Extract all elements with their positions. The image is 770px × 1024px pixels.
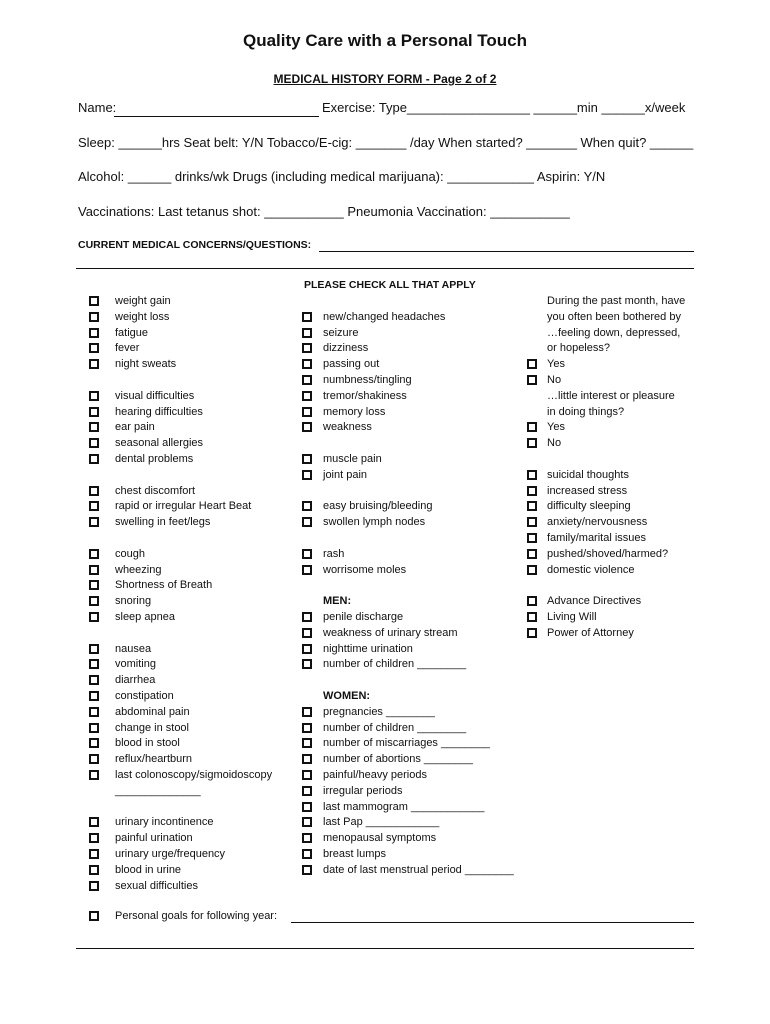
item-label: Yes bbox=[547, 358, 565, 371]
item-label: Shortness of Breath bbox=[115, 579, 213, 592]
checkbox[interactable] bbox=[302, 628, 312, 638]
item-label: No bbox=[547, 437, 562, 450]
checkbox[interactable] bbox=[89, 580, 99, 590]
item-label: number of children ________ bbox=[323, 721, 467, 734]
checkbox[interactable] bbox=[302, 359, 312, 369]
item-label: number of miscarriages ________ bbox=[323, 737, 490, 750]
item-label: domestic violence bbox=[547, 563, 635, 576]
item-label: wheezing bbox=[115, 563, 162, 576]
item-label: Power of Attorney bbox=[547, 626, 634, 639]
checkbox[interactable] bbox=[302, 802, 312, 812]
item-label: weight loss bbox=[115, 310, 170, 323]
item-label: night sweats bbox=[115, 358, 177, 371]
checkbox[interactable] bbox=[89, 881, 99, 891]
checkbox[interactable] bbox=[302, 470, 312, 480]
name-field[interactable] bbox=[114, 116, 319, 117]
checkbox[interactable] bbox=[89, 707, 99, 717]
checkbox[interactable] bbox=[302, 565, 312, 575]
checkbox[interactable] bbox=[302, 849, 312, 859]
checkbox[interactable] bbox=[302, 738, 312, 748]
item-label: blood in urine bbox=[115, 863, 182, 876]
item-label: penile discharge bbox=[323, 611, 404, 623]
item-label: sleep apnea bbox=[115, 611, 175, 623]
checkbox[interactable] bbox=[89, 865, 99, 875]
item-label: ______________ bbox=[115, 784, 201, 797]
item-label: reflux/heartburn bbox=[115, 753, 193, 766]
item-label: chest discomfort bbox=[115, 484, 196, 497]
item-label: in doing things? bbox=[547, 405, 625, 418]
item-label: pregnancies ________ bbox=[323, 705, 435, 718]
checkbox[interactable] bbox=[89, 770, 99, 780]
item-label: seasonal allergies bbox=[115, 437, 204, 450]
checkbox[interactable] bbox=[302, 422, 312, 432]
checkbox[interactable] bbox=[302, 549, 312, 559]
item-label: constipation bbox=[115, 690, 174, 702]
item-label: dental problems bbox=[115, 453, 194, 465]
checkbox[interactable] bbox=[89, 565, 99, 575]
item-label: irregular periods bbox=[323, 784, 403, 797]
checkbox[interactable] bbox=[89, 486, 99, 496]
item-label: nighttime urination bbox=[323, 642, 413, 655]
checkbox[interactable] bbox=[89, 596, 99, 606]
item-label: Living Will bbox=[547, 611, 597, 623]
checkbox[interactable] bbox=[302, 328, 312, 338]
item-label: last mammogram ____________ bbox=[323, 800, 485, 813]
checkbox[interactable] bbox=[527, 628, 537, 638]
item-label: During the past month, have bbox=[547, 295, 686, 307]
item-label: muscle pain bbox=[323, 453, 382, 465]
checkbox[interactable] bbox=[527, 549, 537, 559]
checkbox[interactable] bbox=[302, 612, 312, 622]
checkbox[interactable] bbox=[302, 312, 312, 322]
item-label: swelling in feet/legs bbox=[115, 516, 211, 529]
checkbox[interactable] bbox=[89, 422, 99, 432]
item-label: swollen lymph nodes bbox=[323, 516, 426, 529]
form-subtitle: MEDICAL HISTORY FORM - Page 2 of 2 bbox=[273, 72, 497, 86]
name-label: Name: bbox=[78, 100, 117, 115]
item-label: tremor/shakiness bbox=[323, 389, 407, 402]
checkbox[interactable] bbox=[89, 517, 99, 527]
item-label: weakness of urinary stream bbox=[323, 626, 458, 639]
item-label: new/changed headaches bbox=[323, 310, 446, 323]
checkbox[interactable] bbox=[89, 407, 99, 417]
item-label: cough bbox=[115, 547, 145, 560]
item-label: painful/heavy periods bbox=[323, 769, 427, 781]
item-label: Yes bbox=[547, 421, 565, 434]
form-title: Quality Care with a Personal Touch bbox=[242, 31, 528, 50]
item-label: suicidal thoughts bbox=[547, 468, 629, 481]
checkbox[interactable] bbox=[527, 486, 537, 496]
checkbox[interactable] bbox=[527, 375, 537, 385]
checkbox[interactable] bbox=[89, 391, 99, 401]
divider-bottom bbox=[76, 948, 694, 949]
sleep-line: Sleep: ______hrs Seat belt: Y/N Tobacco/E-cig: _______ /day When started? _______ When quit? ______ bbox=[78, 135, 694, 150]
checkbox[interactable] bbox=[302, 786, 312, 796]
checkbox[interactable] bbox=[302, 833, 312, 843]
item-label: last Pap ____________ bbox=[323, 816, 440, 829]
vaccinations-line: Vaccinations: Last tetanus shot: ___________ Pneumonia Vaccination: ___________ bbox=[78, 204, 570, 219]
checkbox[interactable] bbox=[302, 644, 312, 654]
item-label: numbness/tingling bbox=[323, 374, 412, 386]
checkbox[interactable] bbox=[527, 565, 537, 575]
item-label: vomiting bbox=[115, 658, 156, 671]
exercise-line: Exercise: Type_________________ ______min ______x/week bbox=[322, 100, 686, 115]
checkbox[interactable] bbox=[89, 501, 99, 511]
item-label: snoring bbox=[115, 595, 152, 608]
item-label: sexual difficulties bbox=[115, 879, 198, 892]
item-label: fever bbox=[115, 342, 140, 355]
section-heading: WOMEN: bbox=[323, 690, 371, 702]
item-label: or hopeless? bbox=[547, 342, 610, 355]
checkbox[interactable] bbox=[89, 438, 99, 448]
item-label: date of last menstrual period ________ bbox=[323, 863, 514, 876]
checkbox[interactable] bbox=[302, 817, 312, 827]
checkbox[interactable] bbox=[302, 375, 312, 385]
item-label: …little interest or pleasure bbox=[547, 389, 675, 402]
checkbox[interactable] bbox=[89, 644, 99, 654]
checkbox[interactable] bbox=[89, 612, 99, 622]
checkbox[interactable] bbox=[89, 849, 99, 859]
checkbox[interactable] bbox=[302, 454, 312, 464]
item-label: breast lumps bbox=[323, 848, 386, 860]
item-label: Advance Directives bbox=[547, 595, 642, 608]
checkbox[interactable] bbox=[302, 770, 312, 780]
item-label: dizziness bbox=[323, 342, 369, 355]
item-label: rash bbox=[323, 547, 345, 560]
item-label: weakness bbox=[323, 421, 372, 434]
item-label: seizure bbox=[323, 326, 359, 339]
item-label: blood in stool bbox=[115, 737, 180, 750]
checkbox[interactable] bbox=[302, 659, 312, 669]
checkbox[interactable] bbox=[302, 754, 312, 764]
item-label: difficulty sleeping bbox=[547, 500, 631, 513]
checkbox[interactable] bbox=[302, 707, 312, 717]
checkbox[interactable] bbox=[527, 501, 537, 511]
checkbox[interactable] bbox=[527, 470, 537, 480]
item-label: rapid or irregular Heart Beat bbox=[115, 500, 252, 513]
item-label: No bbox=[547, 374, 562, 386]
goals-checkbox[interactable] bbox=[89, 911, 99, 921]
checkbox[interactable] bbox=[527, 517, 537, 527]
checkbox[interactable] bbox=[527, 422, 537, 432]
item-label: urinary urge/frequency bbox=[115, 848, 226, 860]
item-label: diarrhea bbox=[115, 674, 156, 687]
item-label: fatigue bbox=[115, 326, 149, 339]
item-label: anxiety/nervousness bbox=[547, 516, 648, 529]
divider-top bbox=[76, 268, 694, 269]
checkbox[interactable] bbox=[89, 454, 99, 464]
checkbox[interactable] bbox=[89, 691, 99, 701]
checkbox[interactable] bbox=[302, 865, 312, 875]
checkbox[interactable] bbox=[302, 407, 312, 417]
checkbox[interactable] bbox=[89, 817, 99, 827]
item-label: pushed/shoved/harmed? bbox=[547, 547, 669, 560]
checkbox[interactable] bbox=[89, 359, 99, 369]
checkbox[interactable] bbox=[89, 659, 99, 669]
checkbox[interactable] bbox=[89, 312, 99, 322]
item-label: painful urination bbox=[115, 832, 193, 845]
concerns-label: CURRENT MEDICAL CONCERNS/QUESTIONS: bbox=[78, 239, 312, 251]
concerns-field[interactable] bbox=[319, 251, 694, 252]
checkbox[interactable] bbox=[527, 359, 537, 369]
checkbox[interactable] bbox=[302, 343, 312, 353]
checkbox[interactable] bbox=[527, 533, 537, 543]
item-label: …feeling down, depressed, bbox=[547, 326, 681, 339]
checkbox[interactable] bbox=[527, 612, 537, 622]
checkbox[interactable] bbox=[89, 723, 99, 733]
item-label: nausea bbox=[115, 642, 152, 655]
item-label: joint pain bbox=[323, 468, 368, 481]
item-label: visual difficulties bbox=[115, 389, 195, 402]
checkbox[interactable] bbox=[89, 754, 99, 764]
check-all-heading: PLEASE CHECK ALL THAT APPLY bbox=[304, 279, 476, 291]
item-label: weight gain bbox=[115, 295, 171, 307]
item-label: family/marital issues bbox=[547, 532, 647, 544]
checkbox[interactable] bbox=[302, 391, 312, 401]
checkbox[interactable] bbox=[527, 438, 537, 448]
item-label: passing out bbox=[323, 358, 380, 371]
item-label: number of children ________ bbox=[323, 658, 467, 671]
checkbox[interactable] bbox=[89, 296, 99, 306]
goals-field[interactable] bbox=[291, 922, 694, 923]
item-label: hearing difficulties bbox=[115, 405, 203, 418]
item-label: abdominal pain bbox=[115, 705, 190, 718]
checkbox[interactable] bbox=[89, 343, 99, 353]
item-label: easy bruising/bleeding bbox=[323, 500, 433, 513]
alcohol-line: Alcohol: ______ drinks/wk Drugs (including medical marijuana): ____________ Aspirin: Y/N bbox=[78, 169, 606, 184]
checkbox[interactable] bbox=[89, 328, 99, 338]
checkbox[interactable] bbox=[302, 517, 312, 527]
item-label: number of abortions ________ bbox=[323, 753, 473, 766]
item-label: you often been bothered by bbox=[547, 310, 681, 323]
item-label: increased stress bbox=[547, 484, 628, 497]
checkbox[interactable] bbox=[527, 596, 537, 606]
checkbox[interactable] bbox=[89, 675, 99, 685]
section-heading: MEN: bbox=[323, 595, 352, 608]
item-label: change in stool bbox=[115, 721, 189, 734]
item-label: last colonoscopy/sigmoidoscopy bbox=[115, 769, 273, 781]
item-label: worrisome moles bbox=[323, 563, 407, 576]
item-label: memory loss bbox=[323, 405, 386, 418]
item-label: urinary incontinence bbox=[115, 816, 214, 829]
checkbox[interactable] bbox=[89, 833, 99, 843]
item-label: ear pain bbox=[115, 421, 155, 434]
goals-label: Personal goals for following year: bbox=[115, 910, 278, 922]
item-label: menopausal symptoms bbox=[323, 832, 437, 845]
checkbox[interactable] bbox=[302, 501, 312, 511]
checkbox[interactable] bbox=[89, 738, 99, 748]
checkbox[interactable] bbox=[89, 549, 99, 559]
checkbox[interactable] bbox=[302, 723, 312, 733]
